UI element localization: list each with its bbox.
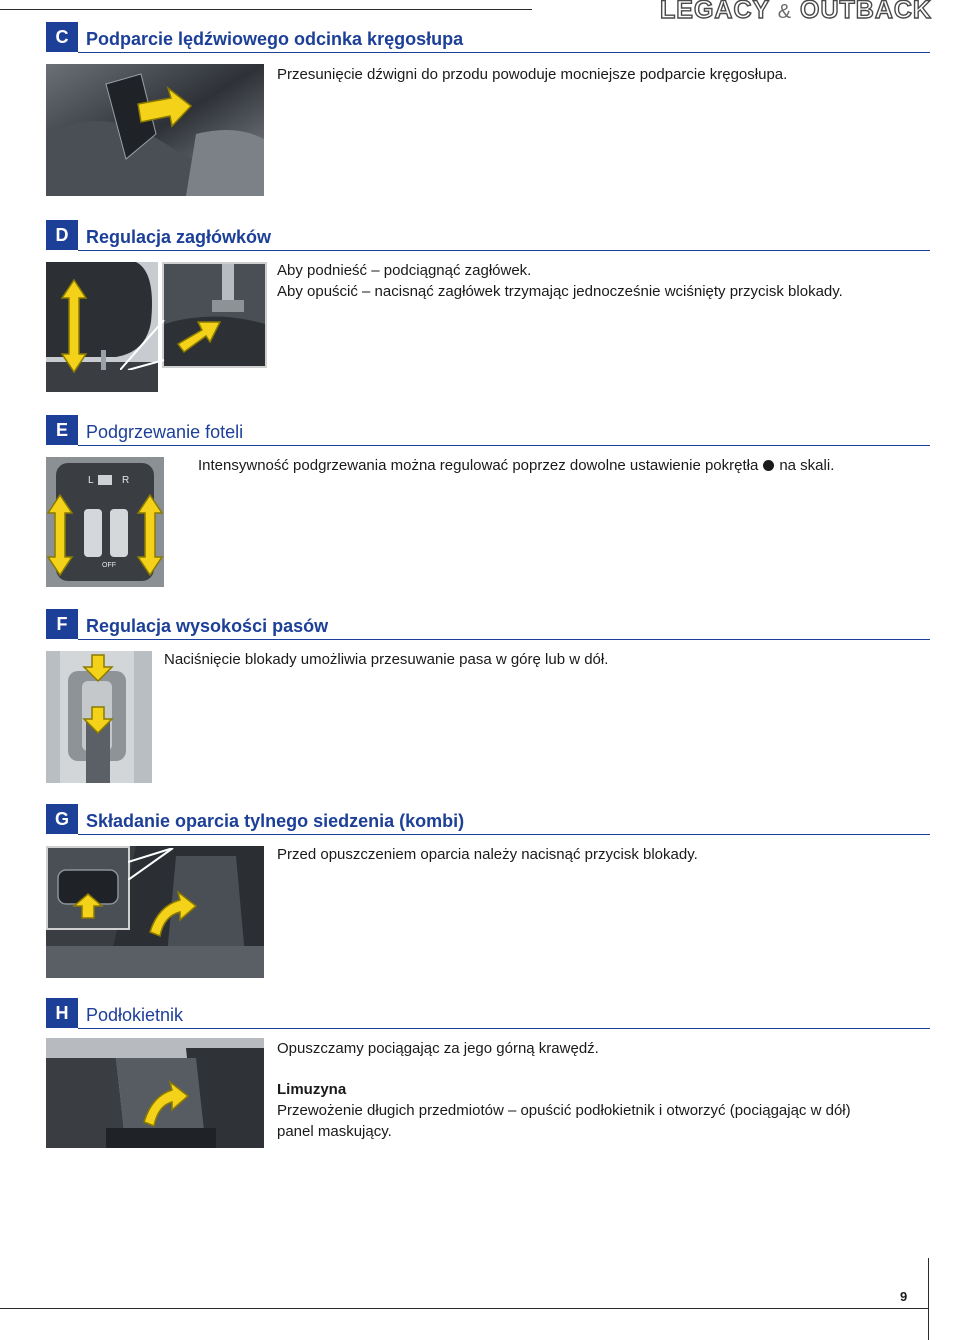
header-rule [0, 9, 532, 10]
heater-left-label: L [88, 475, 94, 486]
section-description [198, 455, 834, 476]
callout-lines [128, 848, 174, 880]
section-description [277, 260, 843, 302]
section-description [277, 64, 787, 85]
section-rule [78, 1028, 930, 1029]
desc-text: Intensywność podgrzewania można regulować poprzez dowolne ustawienie pokrętła [198, 457, 759, 474]
brand-outback: OUTBACK [800, 0, 932, 24]
section-title: Regulacja wysokości pasów [86, 616, 329, 636]
desc-line: Przesunięcie dźwigni do przodu powoduje mocniejsze podparcie kręgosłupa. [277, 66, 788, 83]
section-title: Składanie oparcia tylnego siedzenia (kombi) [86, 811, 465, 831]
knob-icon [763, 460, 774, 471]
section-rule [78, 834, 930, 835]
section-rule [78, 250, 930, 251]
heater-right-label: R [122, 475, 130, 486]
section-rule [78, 52, 930, 53]
section-title: Podparcie lędźwiowego odcinka kręgosłupa [86, 29, 464, 49]
section-description [164, 649, 608, 670]
desc-line: panel maskujący. [277, 1123, 392, 1140]
desc-text: na skali. [779, 457, 835, 474]
photo-armrest [46, 1038, 264, 1148]
brand-legacy: LEGACY [660, 0, 770, 24]
section-title: Podgrzewanie foteli [86, 422, 244, 442]
photo-seat-heater-switches [46, 457, 164, 587]
spacer [277, 1059, 851, 1079]
photo-lumbar-lever [46, 64, 264, 196]
section-letter: E [46, 415, 78, 445]
page-number: 9 [900, 1289, 908, 1304]
section-letter: F [46, 609, 78, 639]
section-rule [78, 639, 930, 640]
section-letter: H [46, 998, 78, 1028]
section-letter: G [46, 804, 78, 834]
desc-line: Przed opuszczeniem oparcia należy nacisnąć przycisk blokady. [277, 846, 698, 863]
photo-headrest-button-inset [162, 262, 267, 368]
brand-logo [660, 0, 932, 25]
desc-line: Aby opuścić – nacisnąć zagłówek trzymając jednocześnie wciśnięty przycisk blokady. [277, 283, 843, 300]
desc-line: Aby podnieść – podciągnąć zagłówek. [277, 262, 532, 279]
section-description [277, 1038, 851, 1142]
footer-horizontal-rule [0, 1308, 928, 1309]
heater-off-label: OFF [102, 562, 116, 569]
desc-line: Naciśnięcie blokady umożliwia przesuwanie pasa w górę lub w dół. [164, 651, 609, 668]
section-rule [78, 445, 930, 446]
section-letter: C [46, 22, 78, 52]
desc-line: Przewożenie długich przedmiotów – opuścić podłokietnik i otworzyć (pociągając w dół) [277, 1102, 851, 1119]
brand-amp: & [777, 1, 793, 23]
photo-lock-button-inset [46, 846, 130, 930]
desc-subheading: Limuzyna [277, 1081, 347, 1098]
brand-header [532, 0, 932, 26]
section-description [277, 844, 698, 865]
section-letter: D [46, 220, 78, 250]
section-title: Podłokietnik [86, 1005, 184, 1025]
photo-seatbelt-anchor [46, 651, 152, 783]
desc-line: Opuszczamy pociągając za jego górną krawędź. [277, 1040, 599, 1057]
footer-vertical-rule [928, 1258, 929, 1340]
callout-lines [120, 320, 165, 370]
section-title: Regulacja zagłówków [86, 227, 272, 247]
